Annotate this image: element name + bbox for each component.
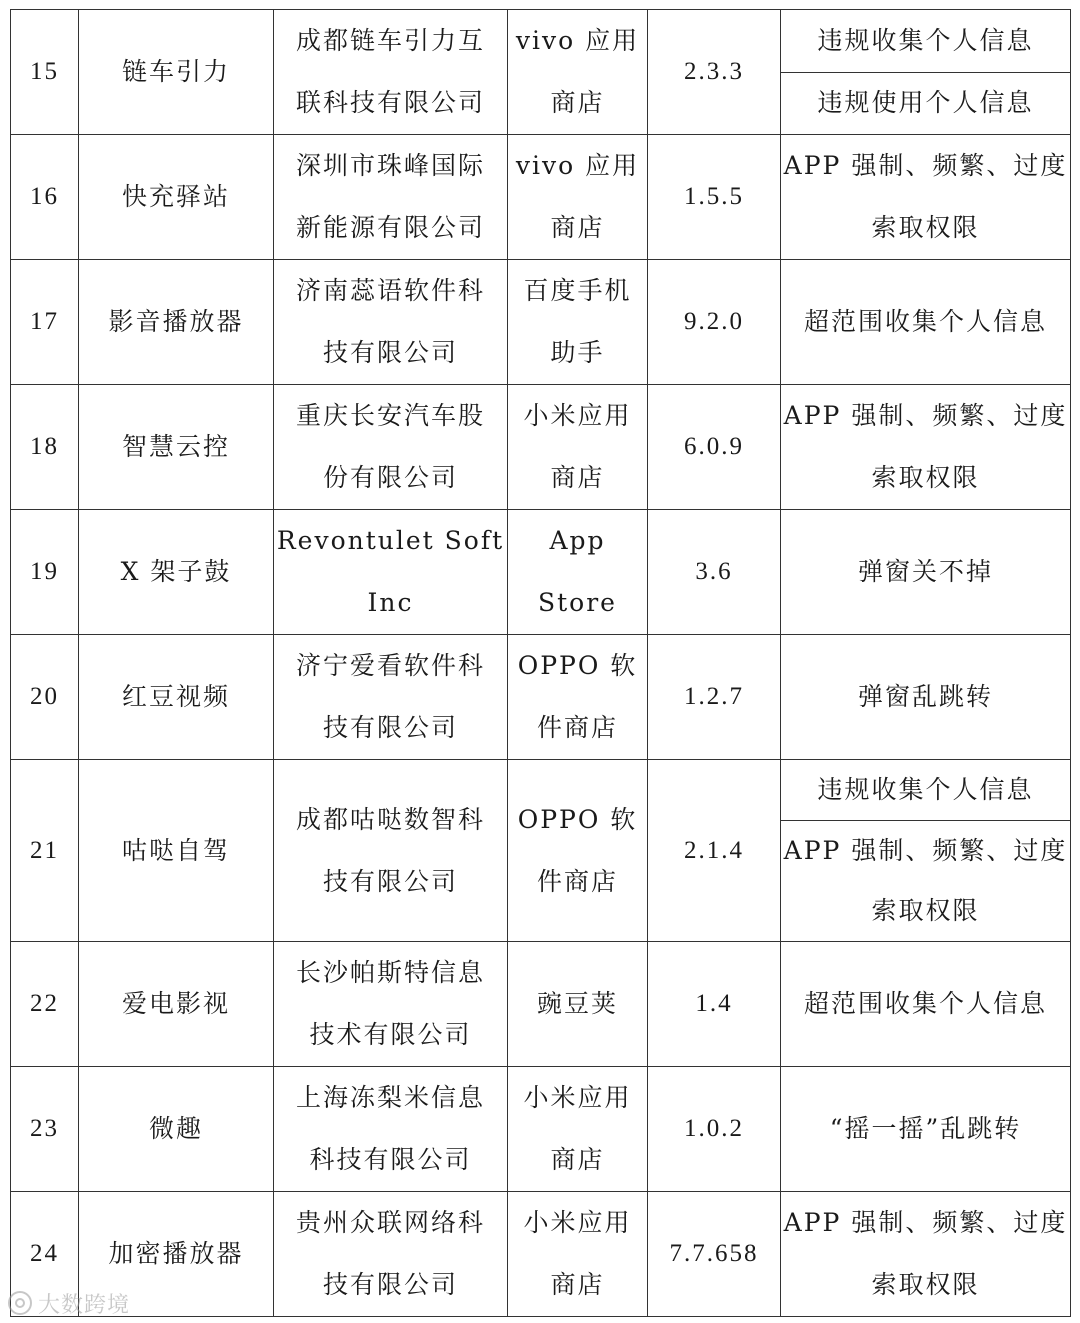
app-version: 7.7.658 (648, 1192, 781, 1317)
app-violation-table (10, 9, 1071, 1317)
app-store-line: OPPO 软 (517, 804, 638, 834)
company-name (274, 760, 508, 942)
issue-cell (781, 635, 1071, 760)
company-name-line: Revontulet Soft (276, 526, 505, 555)
issue-line: 索取权限 (871, 1270, 980, 1299)
app-name: 影音播放器 (79, 260, 274, 385)
issue-cell (781, 760, 1071, 821)
app-version: 2.1.4 (648, 760, 781, 942)
issue-line: “摇一摇”乱跳转 (829, 1114, 1022, 1143)
table-row (11, 260, 1071, 385)
company-name-line: 份有限公司 (322, 463, 458, 492)
company-name (274, 385, 508, 510)
row-number: 21 (11, 760, 79, 942)
app-name: 红豆视频 (79, 635, 274, 760)
table-row (11, 760, 1071, 821)
app-name: 微趣 (79, 1067, 274, 1192)
app-store-line: vivo 应用 (515, 151, 640, 180)
issue-line: 超范围收集个人信息 (803, 307, 1047, 336)
company-name (274, 1067, 508, 1192)
company-name (274, 1192, 508, 1317)
issue-line: APP 强制、频繁、过度 (783, 836, 1068, 865)
company-name-line: 深圳市珠峰国际 (295, 151, 485, 180)
app-store-line: 助手 (550, 338, 605, 367)
issue-line: 超范围收集个人信息 (803, 989, 1047, 1018)
issue-cell (781, 135, 1071, 260)
app-store-line: 商店 (550, 213, 605, 242)
app-store (508, 10, 648, 135)
company-name-line: 技有限公司 (322, 1270, 458, 1299)
issue-cell (781, 510, 1071, 635)
company-name-line: 技有限公司 (322, 713, 458, 742)
row-number: 23 (11, 1067, 79, 1192)
table-body (11, 10, 1071, 1317)
row-number: 22 (11, 942, 79, 1067)
company-name-line: 重庆长安汽车股 (295, 401, 485, 430)
issue-line: 违规使用个人信息 (817, 88, 1034, 118)
company-name (274, 10, 508, 135)
issue-line: 弹窗关不掉 (857, 557, 993, 586)
app-store (508, 385, 648, 510)
app-name: 链车引力 (79, 10, 274, 135)
app-name: 智慧云控 (79, 385, 274, 510)
row-number: 16 (11, 135, 79, 260)
app-version: 6.0.9 (648, 385, 781, 510)
company-name-line: 济南蕊语软件科 (295, 276, 485, 305)
app-version: 1.5.5 (648, 135, 781, 260)
row-number: 19 (11, 510, 79, 635)
issue-line: 弹窗乱跳转 (857, 682, 993, 711)
company-name-line: 贵州众联网络科 (295, 1208, 485, 1237)
table-row (11, 942, 1071, 1067)
company-name-line: 技术有限公司 (309, 1020, 472, 1049)
company-name-line: 技有限公司 (322, 866, 458, 896)
issue-cell (781, 72, 1071, 135)
row-number: 24 (11, 1192, 79, 1317)
issue-cell (781, 821, 1071, 942)
issue-line: APP 强制、频繁、过度 (783, 401, 1068, 430)
app-name: 爱电影视 (79, 942, 274, 1067)
company-name (274, 135, 508, 260)
app-store-line: OPPO 软 (517, 651, 638, 680)
app-version: 3.6 (648, 510, 781, 635)
row-number: 18 (11, 385, 79, 510)
app-store (508, 942, 648, 1067)
app-store-line: 小米应用 (523, 1083, 632, 1112)
app-store-line: App Store (538, 526, 617, 617)
app-store (508, 760, 648, 942)
app-store-line: 商店 (550, 88, 605, 117)
app-version: 9.2.0 (648, 260, 781, 385)
company-name-line: 科技有限公司 (309, 1145, 472, 1174)
app-name: 快充驿站 (79, 135, 274, 260)
company-name-line: 济宁爱看软件科 (295, 651, 485, 680)
issue-cell (781, 1192, 1071, 1317)
issue-line: APP 强制、频繁、过度 (783, 1208, 1068, 1237)
table-row (11, 385, 1071, 510)
issue-cell (781, 385, 1071, 510)
app-store (508, 135, 648, 260)
row-number: 15 (11, 10, 79, 135)
app-store (508, 510, 648, 635)
watermark (8, 1288, 130, 1318)
company-name-line: 联科技有限公司 (295, 88, 485, 117)
table-row (11, 510, 1071, 635)
app-version: 2.3.3 (648, 10, 781, 135)
issue-cell (781, 942, 1071, 1067)
issue-line: 索取权限 (871, 463, 980, 492)
company-name (274, 635, 508, 760)
company-name-line: 成都咕哒数智科 (295, 804, 485, 834)
app-name: X 架子鼓 (79, 510, 274, 635)
issue-line: 违规收集个人信息 (817, 775, 1034, 804)
company-name-line: 技有限公司 (322, 338, 458, 367)
row-number: 17 (11, 260, 79, 385)
issue-line: 索取权限 (871, 896, 980, 925)
row-number: 20 (11, 635, 79, 760)
issue-cell (781, 1067, 1071, 1192)
company-name-line: Inc (367, 588, 414, 617)
company-name-line: 长沙帕斯特信息 (295, 958, 485, 987)
app-store-line: 件商店 (536, 713, 618, 742)
app-store-line: 小米应用 (523, 1208, 632, 1237)
company-name-line: 上海冻梨米信息 (295, 1083, 485, 1112)
app-store-line: 豌豆荚 (536, 989, 618, 1018)
issue-line: 索取权限 (871, 213, 980, 242)
app-store-line: 商店 (550, 463, 605, 492)
company-name-line: 新能源有限公司 (295, 213, 485, 242)
app-store-line: 商店 (550, 1145, 605, 1174)
watermark-text: 大数跨境 (38, 1292, 131, 1318)
app-store-line: 商店 (550, 1270, 605, 1299)
app-version: 1.0.2 (648, 1067, 781, 1192)
app-version: 1.2.7 (648, 635, 781, 760)
table-row (11, 1192, 1071, 1317)
issue-line: 违规收集个人信息 (817, 25, 1034, 55)
app-store-line: vivo 应用 (515, 26, 640, 55)
app-store (508, 635, 648, 760)
company-name-line: 成都链车引力互 (295, 26, 485, 55)
app-store-line: 百度手机 (523, 276, 632, 305)
brand-logo-icon (8, 1291, 32, 1315)
app-store-line: 小米应用 (523, 401, 632, 430)
issue-cell (781, 260, 1071, 385)
table-row (11, 635, 1071, 760)
issue-line: APP 强制、频繁、过度 (783, 151, 1068, 180)
table-row (11, 1067, 1071, 1192)
company-name (274, 942, 508, 1067)
table-row (11, 10, 1071, 73)
app-store (508, 1067, 648, 1192)
app-store (508, 260, 648, 385)
app-version: 1.4 (648, 942, 781, 1067)
company-name (274, 260, 508, 385)
app-store-line: 件商店 (536, 866, 618, 896)
app-store (508, 1192, 648, 1317)
company-name (274, 510, 508, 635)
table-row (11, 135, 1071, 260)
app-name: 加密播放器 (79, 1192, 274, 1317)
issue-cell (781, 10, 1071, 73)
app-name: 咕哒自驾 (79, 760, 274, 942)
